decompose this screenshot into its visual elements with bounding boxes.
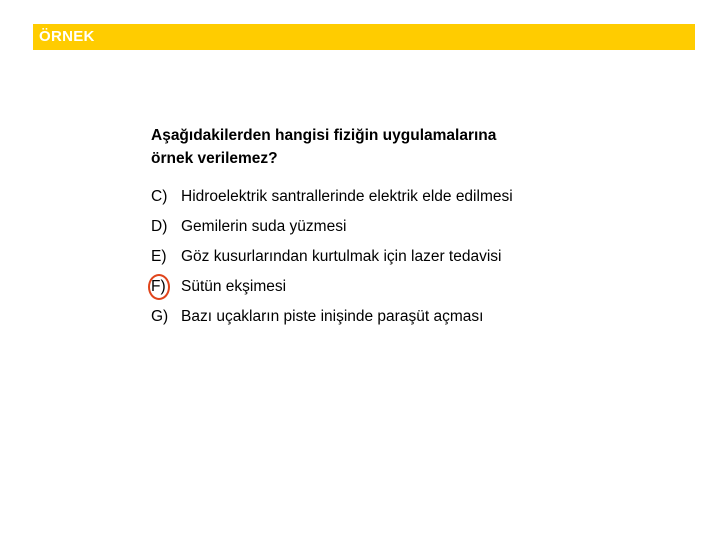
option-letter: C): [151, 188, 168, 205]
question-line-1: Aşağıdakilerden hangisi fiziğin uygulamalarına: [151, 127, 497, 144]
option-text: Bazı uçakların piste inişinde paraşüt açması: [181, 308, 484, 325]
option-g: [151, 305, 621, 335]
option-letter: F): [151, 278, 166, 295]
option-letter: G): [151, 308, 169, 325]
option-letter: D): [151, 218, 168, 235]
option-letter: E): [151, 248, 167, 265]
option-d: [151, 215, 621, 245]
header-banner: [33, 24, 695, 50]
header-title: ÖRNEK: [39, 28, 95, 45]
option-c: [151, 185, 621, 215]
option-text: Sütün ekşimesi: [181, 278, 287, 295]
option-text: Göz kusurlarından kurtulmak için lazer tedavisi: [181, 248, 502, 265]
question-text: [151, 124, 621, 170]
option-e: [151, 245, 621, 275]
question-line-2: örnek verilemez?: [151, 150, 278, 167]
answer-circle-mark: [148, 274, 170, 300]
option-text: Hidroelektrik santrallerinde elektrik elde edilmesi: [181, 188, 513, 205]
option-text: Gemilerin suda yüzmesi: [181, 218, 347, 235]
option-f: [151, 275, 621, 305]
answer-options-list: [151, 185, 621, 335]
